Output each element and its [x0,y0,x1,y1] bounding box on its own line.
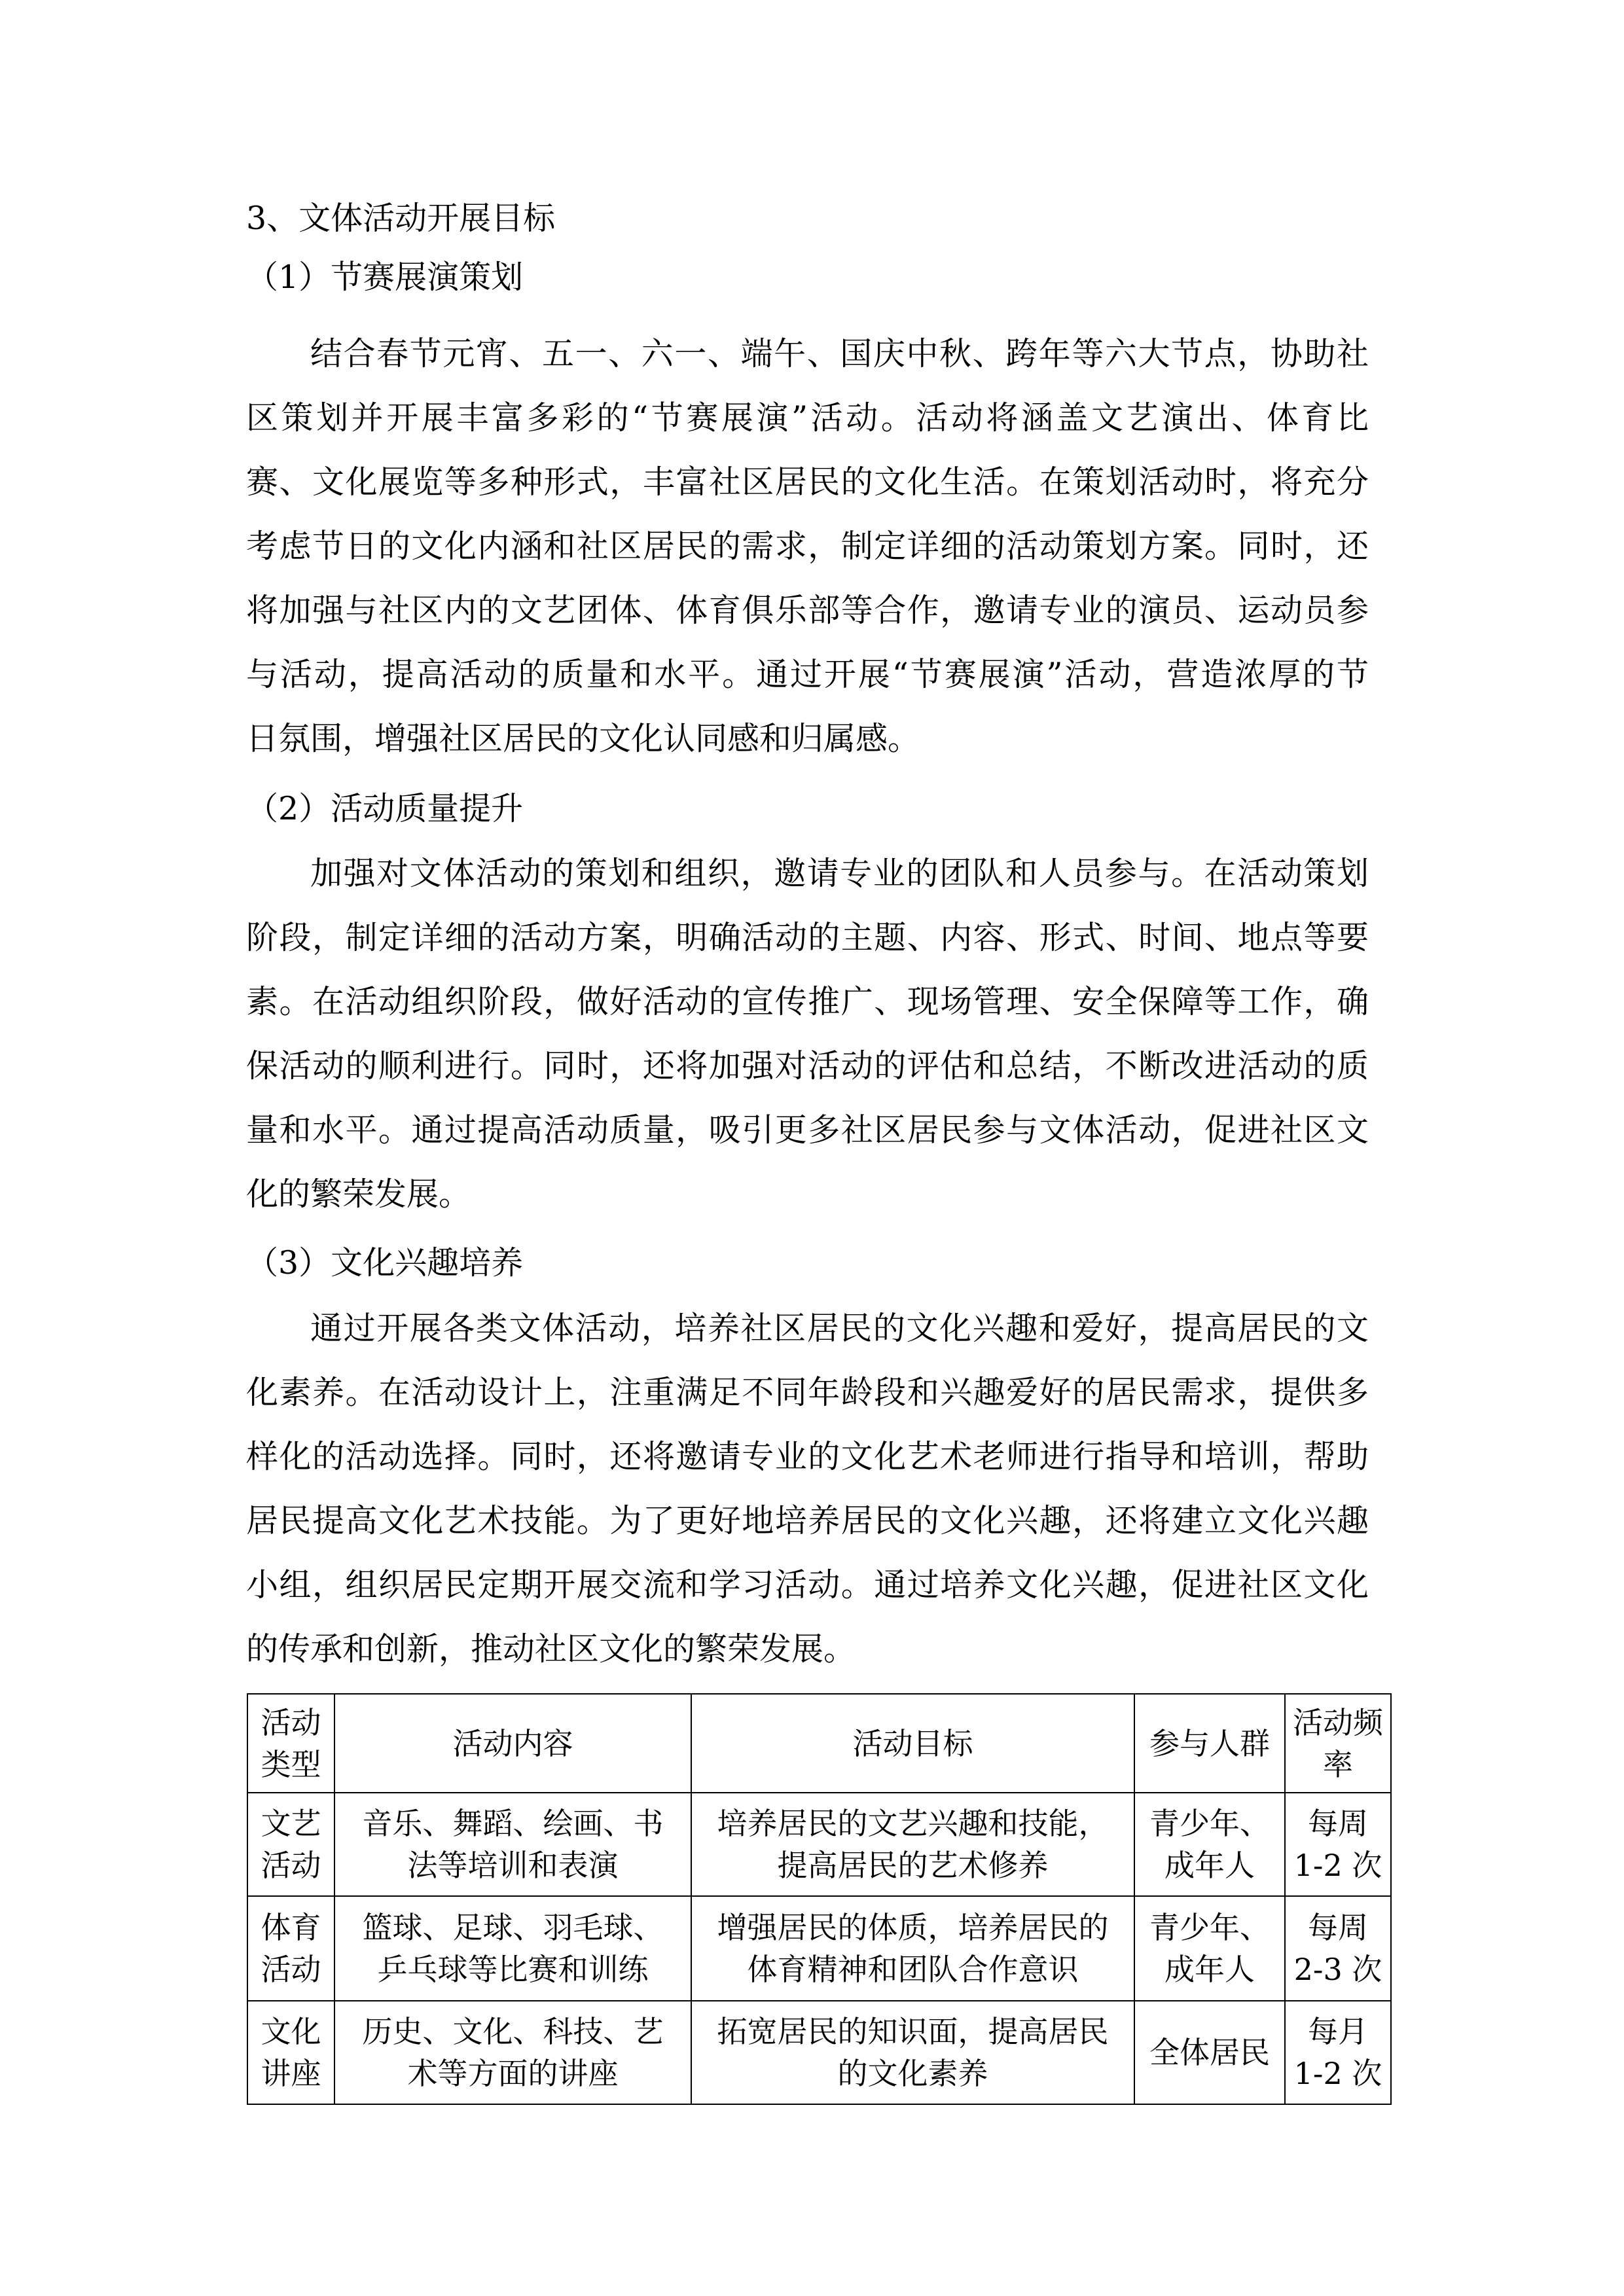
cell-text: 2-3 次 [1293,1952,1382,1987]
paragraph-line: 赛、文化展览等多种形式，丰富社区居民的文化生活。在策划活动时，将充分 [246,463,1369,501]
paragraph-line: 日氛围，增强社区居民的文化认同感和归属感。 [246,720,920,757]
cell-text: 活动 [261,1848,321,1883]
cell-text: 体育 [261,1910,321,1945]
table-cell [691,1896,1134,2001]
cell-text: 成年人 [1164,1952,1255,1987]
cell-text: 每周 [1308,1806,1368,1841]
cell-text: 1-2 次 [1293,1848,1382,1883]
cell-text: 1-2 次 [1293,2056,1382,2091]
cell-text: 每月 [1308,2014,1368,2049]
cell-text: 文化 [261,2014,321,2049]
table-cell [1134,1694,1285,1793]
paragraph-line: 加强对文体活动的策划和组织，邀请专业的团队和人员参与。在活动策划 [310,855,1369,892]
table-cell [334,1793,691,1896]
table-cell [247,2001,334,2104]
table-cell [1134,1896,1285,2001]
cell-text: 体育精神和团队合作意识 [747,1952,1079,1987]
cell-text: 术等方面的讲座 [407,2056,619,2091]
cell-text: 历史、文化、科技、艺 [362,2014,664,2049]
cell-text: 类型 [261,1746,321,1782]
paragraph-line: 考虑节日的文化内涵和社区居民的需求，制定详细的活动策划方案。同时，还 [246,528,1369,565]
table-cell [691,2001,1134,2104]
table-cell [1134,1793,1285,1896]
activity-table [247,1693,1392,2105]
cell-text: 活动目标 [852,1725,973,1761]
table-cell [691,1694,1134,1793]
cell-text: 法等培训和表演 [407,1848,619,1883]
cell-text: 率 [1323,1746,1353,1782]
cell-text: 文艺 [261,1806,321,1841]
table-row [247,2001,1391,2104]
cell-text: 成年人 [1164,1848,1255,1883]
paragraph-line: 小组，组织居民定期开展交流和学习活动。通过培养文化兴趣，促进社区文化 [246,1566,1369,1604]
paragraph [246,322,1369,771]
cell-text: 培养居民的文艺兴趣和技能， [717,1806,1109,1841]
cell-text: 每周 [1308,1910,1368,1945]
paragraph-line: 居民提高文化艺术技能。为了更好地培养居民的文化兴趣，还将建立文化兴趣 [246,1502,1369,1539]
table-cell [334,2001,691,2104]
paragraph-line: 阶段，制定详细的活动方案，明确活动的主题、内容、形式、时间、地点等要 [246,919,1369,956]
paragraph-line: 结合春节元宵、五一、六一、端午、国庆中秋、跨年等六大节点，协助社 [310,335,1369,372]
cell-text: 讲座 [261,2056,321,2091]
table-cell [334,1694,691,1793]
table-cell [247,1694,334,1793]
cell-text: 活动 [261,1952,321,1987]
subsection-title: （2）活动质量提升 [246,790,524,827]
table-cell [1285,2001,1391,2104]
table-cell [247,1896,334,2001]
cell-text: 篮球、足球、羽毛球、 [362,1910,664,1945]
cell-text: 提高居民的艺术修养 [777,1848,1049,1883]
paragraph-line: 素。在活动组织阶段，做好活动的宣传推广、现场管理、安全保障等工作，确 [246,983,1369,1020]
cell-text: 增强居民的体质，培养居民的 [717,1910,1109,1945]
cell-text: 乒乓球等比赛和训练 [377,1952,649,1987]
paragraph-line: 的传承和创新，推动社区文化的繁荣发展。 [246,1630,856,1668]
paragraph-line: 与活动，提高活动的质量和水平。通过开展“节赛展演”活动，营造浓厚的节 [246,656,1369,693]
cell-text: 活动内容 [452,1725,573,1761]
paragraph-line: 区策划并开展丰富多彩的“节赛展演”活动。活动将涵盖文艺演出、体育比 [246,399,1369,437]
table-cell [1285,1793,1391,1896]
paragraph [246,1297,1369,1681]
table-row [247,1793,1391,1896]
cell-text: 音乐、舞蹈、绘画、书 [362,1806,664,1841]
cell-text: 活动 [261,1704,321,1740]
cell-text: 活动频 [1293,1704,1383,1740]
table-cell [334,1896,691,2001]
table-cell [691,1793,1134,1896]
cell-text: 青少年、 [1149,1806,1270,1841]
table-cell [247,1793,334,1896]
paragraph-line: 化素养。在活动设计上，注重满足不同年龄段和兴趣爱好的居民需求，提供多 [246,1374,1369,1411]
table-row [247,1896,1391,2001]
paragraph-line: 样化的活动选择。同时，还将邀请专业的文化艺术老师进行指导和培训，帮助 [246,1438,1369,1475]
subsection-title: （3）文化兴趣培养 [246,1244,524,1282]
cell-text: 参与人群 [1149,1725,1270,1761]
table-header-row [247,1694,1391,1793]
table-cell [1285,1694,1391,1793]
table-cell [1134,2001,1285,2104]
cell-text: 拓宽居民的知识面，提高居民 [717,2014,1109,2049]
paragraph-line: 量和水平。通过提高活动质量，吸引更多社区居民参与文体活动，促进社区文 [246,1111,1369,1149]
section-heading: 3、文体活动开展目标 [246,200,556,237]
paragraph-line: 保活动的顺利进行。同时，还将加强对活动的评估和总结，不断改进活动的质 [246,1047,1369,1085]
subsection-title: （1）节赛展演策划 [246,259,524,296]
paragraph-line: 化的繁荣发展。 [246,1175,471,1213]
cell-text: 全体居民 [1149,2035,1270,2070]
paragraph [246,842,1369,1227]
cell-text: 的文化素养 [837,2056,988,2091]
paragraph-line: 通过开展各类文体活动，培养社区居民的文化兴趣和爱好，提高居民的文 [310,1310,1369,1347]
paragraph-line: 将加强与社区内的文艺团体、体育俱乐部等合作，邀请专业的演员、运动员参 [246,592,1369,629]
cell-text: 青少年、 [1149,1910,1270,1945]
table-cell [1285,1896,1391,2001]
